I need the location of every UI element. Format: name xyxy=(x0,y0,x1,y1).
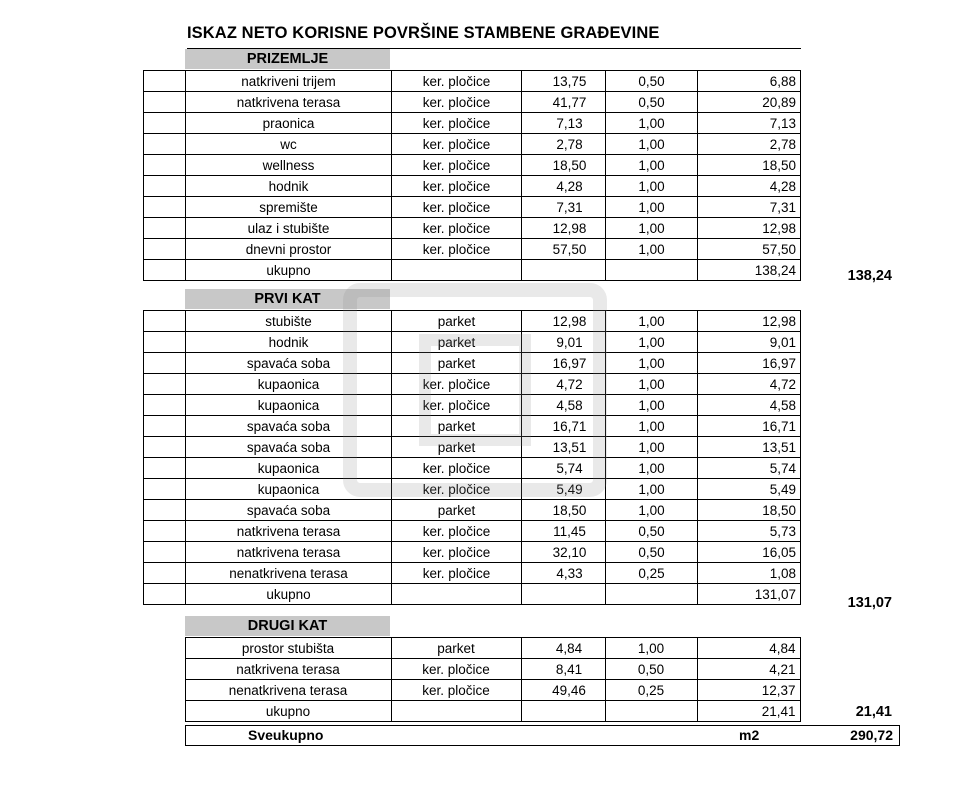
area-cell: 41,77 xyxy=(522,92,606,113)
table-row xyxy=(144,353,801,374)
net-area-cell: 12,37 xyxy=(697,680,800,701)
room-name-cell: spavaća soba xyxy=(186,353,392,374)
room-name-cell: natkrivena terasa xyxy=(186,521,392,542)
table-row xyxy=(144,395,801,416)
table-prizemlje xyxy=(143,70,801,281)
blank-cell xyxy=(144,521,186,542)
net-area-cell: 4,21 xyxy=(697,659,800,680)
blank-cell xyxy=(144,311,186,332)
net-area-cell: 16,71 xyxy=(698,416,801,437)
blank-cell xyxy=(522,584,606,605)
floor-finish-cell: parket xyxy=(392,500,522,521)
blank-cell xyxy=(144,176,186,197)
room-name-cell: prostor stubišta xyxy=(185,638,391,659)
table-row xyxy=(144,218,801,239)
floor-finish-cell: parket xyxy=(392,332,522,353)
floor-finish-cell: ker. pločice xyxy=(392,134,522,155)
coefficient-cell: 1,00 xyxy=(606,395,698,416)
area-cell: 13,75 xyxy=(522,71,606,92)
room-name-cell: natkrivena terasa xyxy=(185,659,391,680)
coefficient-cell: 1,00 xyxy=(606,332,698,353)
floor-finish-cell: ker. pločice xyxy=(392,176,522,197)
room-name-cell: wc xyxy=(186,134,392,155)
blank-cell xyxy=(144,332,186,353)
floor-finish-cell: parket xyxy=(392,353,522,374)
table-row xyxy=(144,542,801,563)
area-cell: 12,98 xyxy=(522,218,606,239)
net-area-cell: 5,49 xyxy=(698,479,801,500)
blank-cell xyxy=(606,260,698,281)
sum-row xyxy=(144,584,801,605)
blank-cell xyxy=(521,701,605,722)
table-row xyxy=(144,521,801,542)
coefficient-cell: 1,00 xyxy=(606,239,698,260)
table-row xyxy=(144,155,801,176)
room-name-cell: praonica xyxy=(186,113,392,134)
sum-value-cell: 21,41 xyxy=(697,701,800,722)
table-row xyxy=(144,563,801,584)
coefficient-cell: 1,00 xyxy=(606,374,698,395)
area-cell: 4,33 xyxy=(522,563,606,584)
area-cell: 8,41 xyxy=(521,659,605,680)
net-area-cell: 4,58 xyxy=(698,395,801,416)
table-row xyxy=(144,197,801,218)
blank-cell xyxy=(144,374,186,395)
table-row xyxy=(144,479,801,500)
floor-finish-cell: ker. pločice xyxy=(392,218,522,239)
blank-cell xyxy=(144,479,186,500)
blank-cell xyxy=(144,542,186,563)
blank-cell xyxy=(144,218,186,239)
room-name-cell: spavaća soba xyxy=(186,416,392,437)
table-row xyxy=(143,680,800,701)
floor-finish-cell: ker. pločice xyxy=(392,239,522,260)
coefficient-cell: 1,00 xyxy=(606,134,698,155)
table-row xyxy=(144,437,801,458)
table-row xyxy=(144,92,801,113)
table-row xyxy=(144,458,801,479)
area-cell: 16,71 xyxy=(522,416,606,437)
coefficient-cell: 1,00 xyxy=(606,500,698,521)
blank-cell xyxy=(144,113,186,134)
room-name-cell: spremište xyxy=(186,197,392,218)
sum-label-cell: ukupno xyxy=(186,260,392,281)
blank-cell xyxy=(144,197,186,218)
blank-cell xyxy=(605,701,697,722)
net-area-cell: 7,31 xyxy=(698,197,801,218)
floor-finish-cell: ker. pločice xyxy=(391,680,521,701)
sum-label-cell: ukupno xyxy=(186,584,392,605)
net-area-cell: 4,28 xyxy=(698,176,801,197)
section-header-prvi-kat: PRVI KAT xyxy=(185,289,390,309)
coefficient-cell: 0,25 xyxy=(606,563,698,584)
blank-cell xyxy=(144,134,186,155)
coefficient-cell: 1,00 xyxy=(606,113,698,134)
table-row xyxy=(144,416,801,437)
net-area-cell: 18,50 xyxy=(698,500,801,521)
blank-cell xyxy=(144,500,186,521)
area-cell: 9,01 xyxy=(522,332,606,353)
blank-cell xyxy=(522,260,606,281)
coefficient-cell: 1,00 xyxy=(605,638,697,659)
floor-finish-cell: ker. pločice xyxy=(392,395,522,416)
net-area-cell: 6,88 xyxy=(698,71,801,92)
net-area-cell: 16,97 xyxy=(698,353,801,374)
table-row xyxy=(144,134,801,155)
table-row xyxy=(144,239,801,260)
room-name-cell: kupaonica xyxy=(186,458,392,479)
area-cell: 5,49 xyxy=(522,479,606,500)
net-area-cell: 2,78 xyxy=(698,134,801,155)
coefficient-cell: 0,50 xyxy=(606,521,698,542)
coefficient-cell: 1,00 xyxy=(606,437,698,458)
area-cell: 57,50 xyxy=(522,239,606,260)
floor-finish-cell: ker. pločice xyxy=(392,113,522,134)
section-header-drugi-kat: DRUGI KAT xyxy=(185,616,390,636)
area-cell: 49,46 xyxy=(521,680,605,701)
area-cell: 11,45 xyxy=(522,521,606,542)
table-drugi-kat xyxy=(143,637,801,722)
sum-value-cell: 131,07 xyxy=(698,584,801,605)
net-area-cell: 5,73 xyxy=(698,521,801,542)
blank-cell xyxy=(144,71,186,92)
coefficient-cell: 1,00 xyxy=(606,353,698,374)
blank-cell xyxy=(143,659,185,680)
table-row xyxy=(144,374,801,395)
room-name-cell: spavaća soba xyxy=(186,500,392,521)
floor-finish-cell: ker. pločice xyxy=(392,458,522,479)
floor-finish-cell: ker. pločice xyxy=(392,542,522,563)
room-name-cell: spavaća soba xyxy=(186,437,392,458)
table-row xyxy=(144,71,801,92)
coefficient-cell: 0,50 xyxy=(606,71,698,92)
blank-cell xyxy=(143,638,185,659)
blank-cell xyxy=(144,437,186,458)
blank-cell xyxy=(144,458,186,479)
blank-cell xyxy=(144,155,186,176)
blank-cell xyxy=(144,563,186,584)
net-area-cell: 16,05 xyxy=(698,542,801,563)
section-total-prvi-kat: 131,07 xyxy=(847,595,892,611)
coefficient-cell: 0,25 xyxy=(605,680,697,701)
net-area-cell: 4,72 xyxy=(698,374,801,395)
blank-cell xyxy=(392,584,522,605)
floor-finish-cell: parket xyxy=(391,638,521,659)
section-total-prizemlje: 138,24 xyxy=(847,268,892,284)
grand-total-unit: m2 xyxy=(739,727,760,743)
area-cell: 7,13 xyxy=(522,113,606,134)
floor-finish-cell: parket xyxy=(392,311,522,332)
floor-finish-cell: ker. pločice xyxy=(392,479,522,500)
room-name-cell: natkriveni trijem xyxy=(186,71,392,92)
net-area-cell: 12,98 xyxy=(698,311,801,332)
room-name-cell: kupaonica xyxy=(186,395,392,416)
room-name-cell: hodnik xyxy=(186,332,392,353)
net-area-cell: 57,50 xyxy=(698,239,801,260)
room-name-cell: hodnik xyxy=(186,176,392,197)
coefficient-cell: 1,00 xyxy=(606,155,698,176)
table-row xyxy=(144,332,801,353)
net-area-cell: 20,89 xyxy=(698,92,801,113)
floor-finish-cell: ker. pločice xyxy=(392,563,522,584)
area-cell: 2,78 xyxy=(522,134,606,155)
room-name-cell: wellness xyxy=(186,155,392,176)
grand-total-row xyxy=(185,725,900,746)
floor-finish-cell: ker. pločice xyxy=(392,374,522,395)
net-area-cell: 4,84 xyxy=(697,638,800,659)
coefficient-cell: 1,00 xyxy=(606,458,698,479)
coefficient-cell: 1,00 xyxy=(606,416,698,437)
sum-value-cell: 138,24 xyxy=(698,260,801,281)
area-cell: 4,58 xyxy=(522,395,606,416)
net-area-cell: 5,74 xyxy=(698,458,801,479)
net-area-cell: 7,13 xyxy=(698,113,801,134)
floor-finish-cell: ker. pločice xyxy=(392,155,522,176)
blank-cell xyxy=(144,416,186,437)
coefficient-cell: 0,50 xyxy=(606,92,698,113)
coefficient-cell: 0,50 xyxy=(605,659,697,680)
room-name-cell: dnevni prostor xyxy=(186,239,392,260)
section-header-prizemlje: PRIZEMLJE xyxy=(185,49,390,69)
table-row xyxy=(144,176,801,197)
area-cell: 5,74 xyxy=(522,458,606,479)
area-cell: 4,28 xyxy=(522,176,606,197)
net-area-cell: 12,98 xyxy=(698,218,801,239)
table-row xyxy=(143,638,800,659)
area-cell: 18,50 xyxy=(522,500,606,521)
blank-cell xyxy=(392,260,522,281)
area-cell: 18,50 xyxy=(522,155,606,176)
floor-finish-cell: ker. pločice xyxy=(392,92,522,113)
room-name-cell: ulaz i stubište xyxy=(186,218,392,239)
area-cell: 4,84 xyxy=(521,638,605,659)
floor-finish-cell: parket xyxy=(392,437,522,458)
floor-finish-cell: ker. pločice xyxy=(392,197,522,218)
blank-cell xyxy=(144,395,186,416)
coefficient-cell: 1,00 xyxy=(606,479,698,500)
blank-cell xyxy=(606,584,698,605)
net-area-cell: 9,01 xyxy=(698,332,801,353)
coefficient-cell: 1,00 xyxy=(606,176,698,197)
document-title: ISKAZ NETO KORISNE POVRŠINE STAMBENE GRAĐEVINE xyxy=(187,24,660,42)
grand-total-label: Sveukupno xyxy=(248,727,324,743)
blank-cell xyxy=(144,353,186,374)
sum-row xyxy=(144,260,801,281)
room-name-cell: kupaonica xyxy=(186,479,392,500)
area-cell: 4,72 xyxy=(522,374,606,395)
sum-row xyxy=(143,701,800,722)
floor-finish-cell: ker. pločice xyxy=(391,659,521,680)
floor-finish-cell: ker. pločice xyxy=(392,521,522,542)
net-area-cell: 13,51 xyxy=(698,437,801,458)
blank-cell xyxy=(143,680,185,701)
coefficient-cell: 1,00 xyxy=(606,218,698,239)
net-area-cell: 18,50 xyxy=(698,155,801,176)
table-row xyxy=(143,659,800,680)
room-name-cell: stubište xyxy=(186,311,392,332)
table-row xyxy=(144,311,801,332)
blank-cell xyxy=(144,260,186,281)
area-cell: 7,31 xyxy=(522,197,606,218)
room-name-cell: nenatkrivena terasa xyxy=(185,680,391,701)
floor-finish-cell: ker. pločice xyxy=(392,71,522,92)
blank-cell xyxy=(391,701,521,722)
area-cell: 16,97 xyxy=(522,353,606,374)
sum-label-cell: ukupno xyxy=(185,701,391,722)
room-name-cell: natkrivena terasa xyxy=(186,542,392,563)
area-cell: 32,10 xyxy=(522,542,606,563)
floor-finish-cell: parket xyxy=(392,416,522,437)
table-prvi-kat xyxy=(143,310,801,605)
table-row xyxy=(144,113,801,134)
blank-cell xyxy=(144,239,186,260)
table-row xyxy=(144,500,801,521)
blank-cell xyxy=(144,584,186,605)
blank-cell xyxy=(143,701,185,722)
net-area-cell: 1,08 xyxy=(698,563,801,584)
coefficient-cell: 0,50 xyxy=(606,542,698,563)
area-cell: 12,98 xyxy=(522,311,606,332)
room-name-cell: kupaonica xyxy=(186,374,392,395)
room-name-cell: natkrivena terasa xyxy=(186,92,392,113)
coefficient-cell: 1,00 xyxy=(606,311,698,332)
coefficient-cell: 1,00 xyxy=(606,197,698,218)
room-name-cell: nenatkrivena terasa xyxy=(186,563,392,584)
blank-cell xyxy=(144,92,186,113)
section-total-drugi-kat: 21,41 xyxy=(855,704,892,720)
area-cell: 13,51 xyxy=(522,437,606,458)
grand-total-value: 290,72 xyxy=(850,727,893,743)
